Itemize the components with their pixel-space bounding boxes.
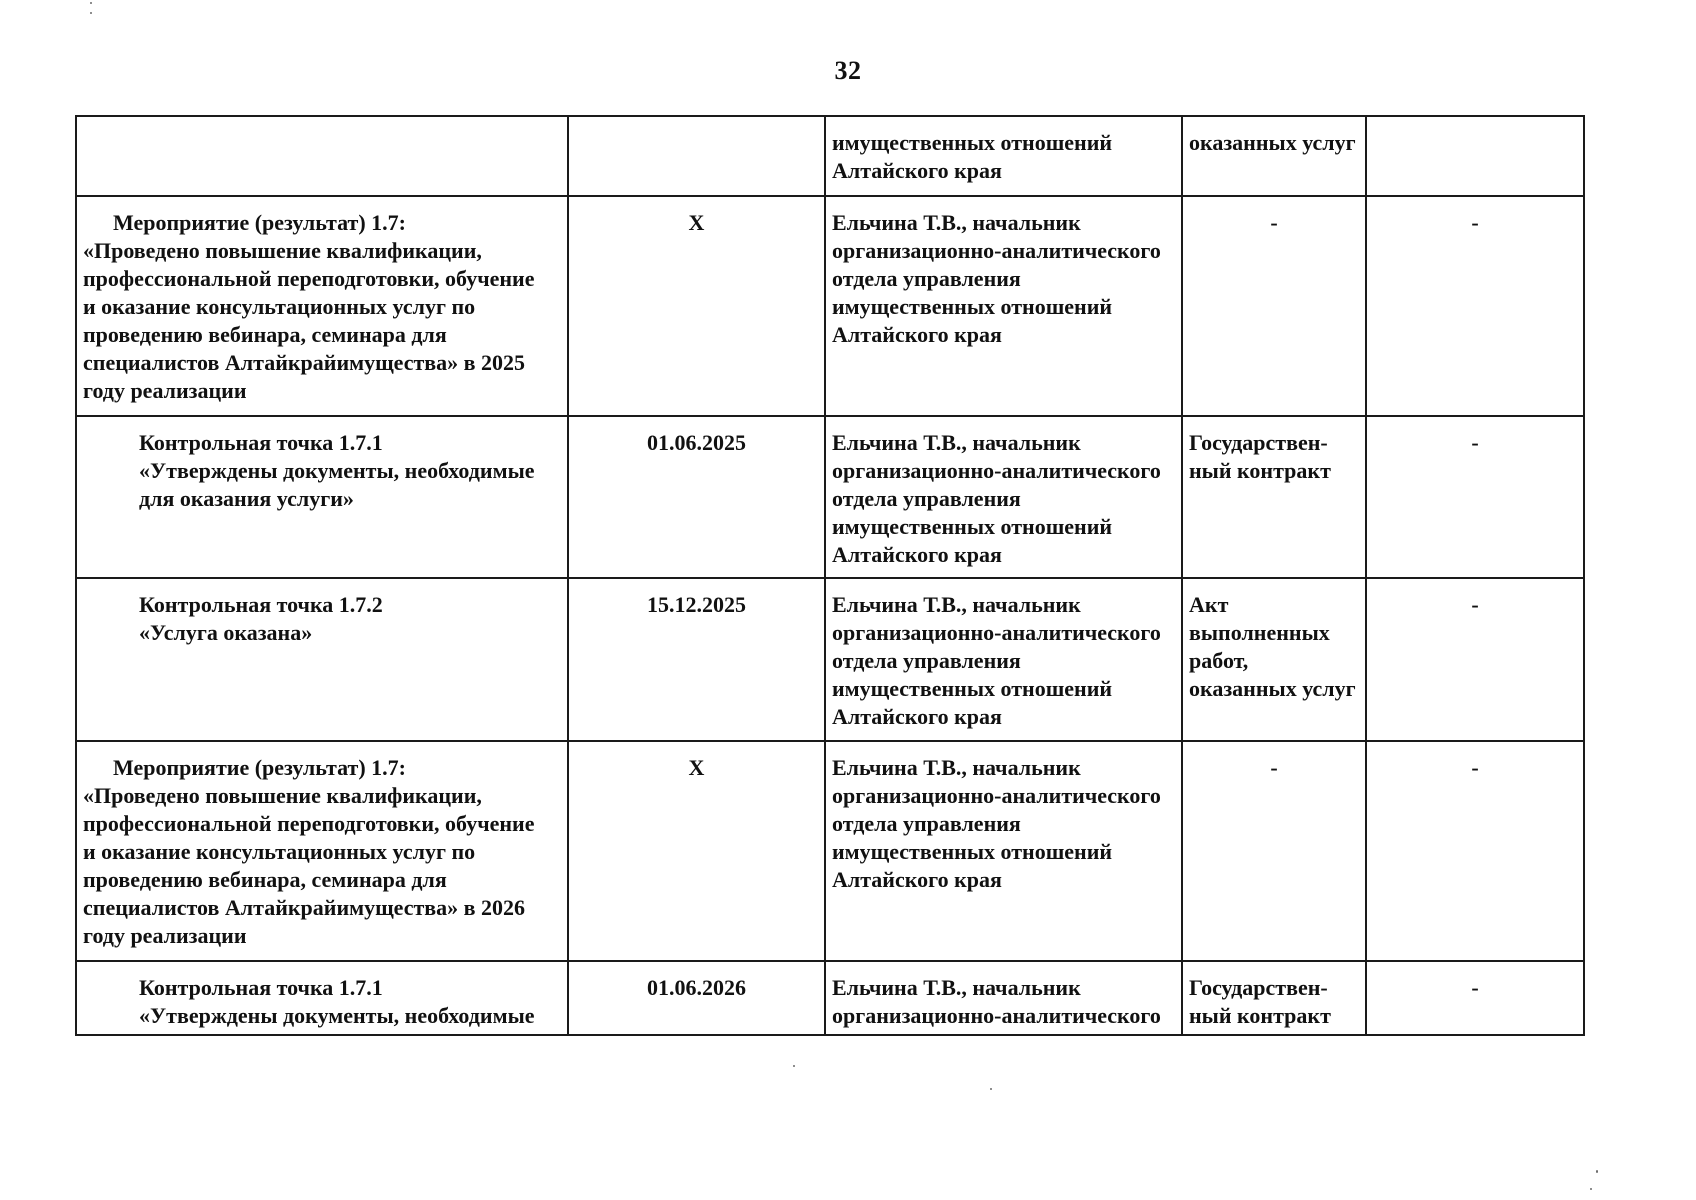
note-cell: - [1366,961,1584,1035]
event-description: «Проведено повышение квалификации, профессиональной переподготовки, обучение и оказание консультационных услуг по проведению вебинара, семинара для специалистов Алтайкрайимущества» в 2026 году реализации [83,783,535,948]
responsible-cell: Ельчина Т.В., начальник организационно-аналитического отдела управления имущественных отношений Алтайского края [825,741,1182,961]
note-cell: - [1366,741,1584,961]
document-cell: - [1182,741,1366,961]
scan-speck [1590,1188,1592,1190]
date-cell: Х [568,196,825,416]
document-cell: - [1182,196,1366,416]
event-title: Мероприятие (результат) 1.7: [113,755,406,780]
note-cell: - [1366,416,1584,578]
document-cell: Акт выполненных работ, оказанных услуг [1182,578,1366,741]
event-title: Мероприятие (результат) 1.7: [113,210,406,235]
table-row [76,961,1584,1035]
name-cell [76,196,568,416]
note-cell: - [1366,578,1584,741]
document-cell: Государствен- ный контракт [1182,961,1366,1035]
name-cell: Контрольная точка 1.7.1 «Утверждены документы, необходимые для оказания услуги» [76,416,568,578]
responsible-cell: имущественных отношений Алтайского края [825,116,1182,196]
event-description: «Проведено повышение квалификации, профессиональной переподготовки, обучение и оказание консультационных услуг по проведению вебинара, семинара для специалистов Алтайкрайимущества» в 2025 году реализации [83,238,535,403]
name-cell [76,741,568,961]
table-row [76,416,1584,578]
note-cell [1366,116,1584,196]
document-cell: оказанных услуг [1182,116,1366,196]
responsible-cell: Ельчина Т.В., начальник организационно-аналитического отдела управления имущественных отношений Алтайского края [825,578,1182,741]
responsible-cell: Ельчина Т.В., начальник организационно-аналитического отдела управления имущественных отношений Алтайского края [825,196,1182,416]
table-row [76,116,1584,196]
scan-speck [90,12,92,14]
date-cell: 01.06.2025 [568,416,825,578]
date-cell [568,116,825,196]
responsible-cell: Ельчина Т.В., начальник организационно-аналитического отдела управления имущественных отношений Алтайского края [825,416,1182,578]
table-row [76,741,1584,961]
table-row [76,578,1584,741]
responsible-cell: Ельчина Т.В., начальник организационно-аналитического [825,961,1182,1035]
scan-speck [990,1088,992,1090]
table-row [76,196,1584,416]
date-cell: 15.12.2025 [568,578,825,741]
document-cell: Государствен- ный контракт [1182,416,1366,578]
implementation-plan-table [75,115,1585,1036]
name-cell: Контрольная точка 1.7.2 «Услуга оказана» [76,578,568,741]
date-cell: 01.06.2026 [568,961,825,1035]
scan-speck [90,2,92,4]
name-cell: Контрольная точка 1.7.1 «Утверждены документы, необходимые [76,961,568,1035]
page-number: 32 [834,56,862,85]
name-cell [76,116,568,196]
date-cell: Х [568,741,825,961]
scan-speck [1596,1170,1598,1173]
scan-speck [793,1065,795,1067]
note-cell: - [1366,196,1584,416]
